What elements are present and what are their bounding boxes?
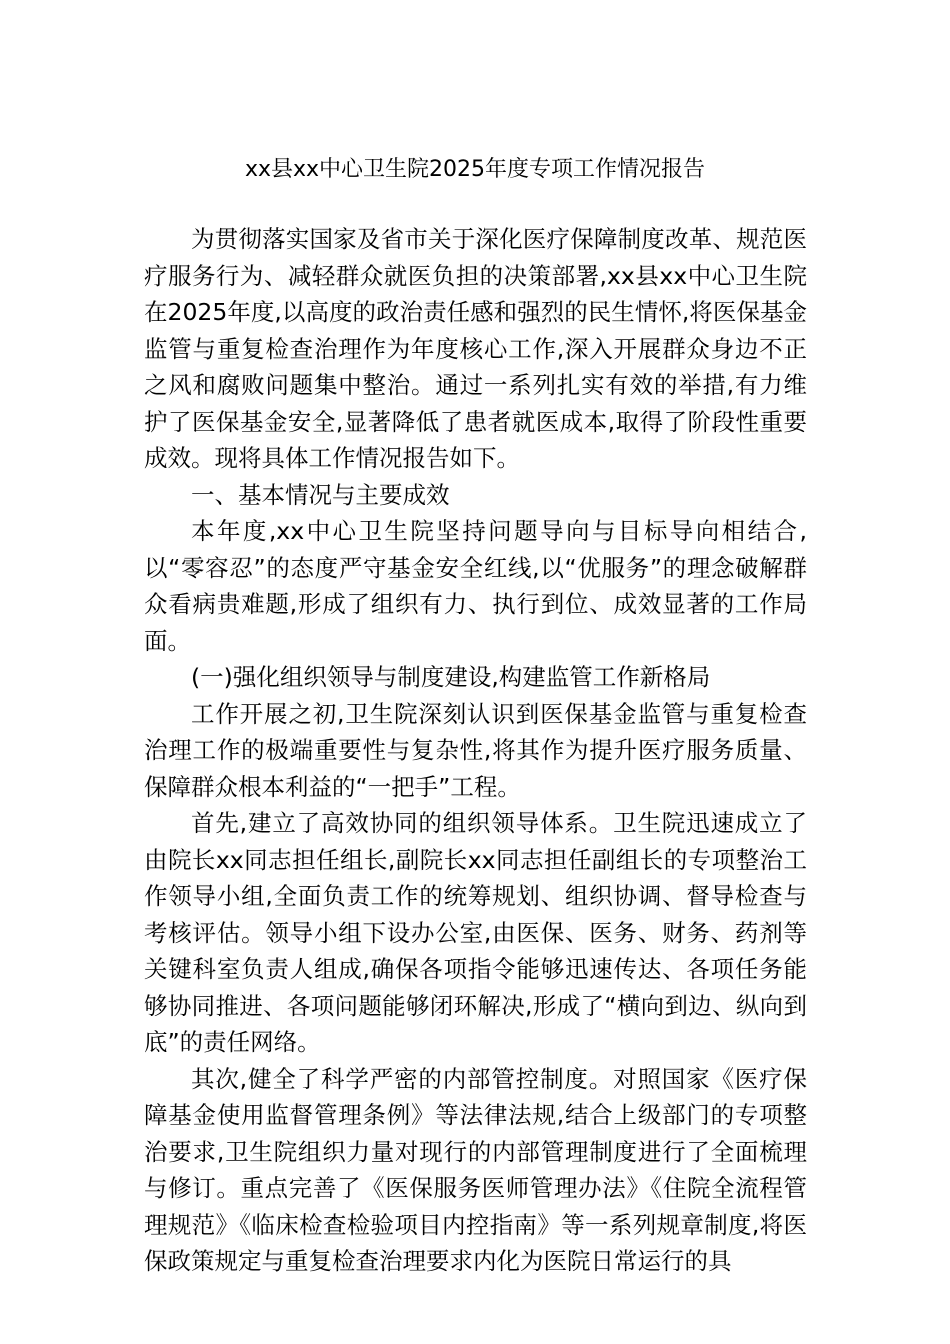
document-body [144, 221, 807, 1280]
paragraph-intro: 为贯彻落实国家及省市关于深化医疗保障制度改革、规范医疗服务行为、减轻群众就医负担的决策部署,xx县xx中心卫生院在2025年度,以高度的政治责任感和强烈的民生情怀,将医保基金监管与重复检查治理作为年度核心工作,深入开展群众身边不正之风和腐败问题集中整治。通过一系列扎实有效的举措,有力维护了医保基金安全,显著降低了患者就医成本,取得了阶段性重要成效。现将具体工作情况报告如下。 [144, 225, 807, 472]
paragraph-overview: 本年度,xx中心卫生院坚持问题导向与目标导向相结合,以“零容忍”的态度严守基金安全红线,以“优服务”的理念破解群众看病贵难题,形成了组织有力、执行到位、成效显著的工作局面。 [144, 517, 807, 655]
subsection-heading-1: (一)强化组织领导与制度建设,构建监管工作新格局 [191, 663, 711, 691]
document-title: xx县xx中心卫生院2025年度专项工作情况报告 [244, 157, 706, 182]
paragraph-second: 其次,健全了科学严密的内部管控制度。对照国家《医疗保障基金使用监督管理条例》等法律法规,结合上级部门的专项整治要求,卫生院组织力量对现行的内部管理制度进行了全面梳理与修订。重点完善了《医保服务医师管理办法》《住院全流程管理规范》《临床检查检验项目内控指南》等一系列规章制度,将医保政策规定与重复检查治理要求内化为医院日常运行的具 [144, 1064, 807, 1275]
section-heading-1: 一、基本情况与主要成效 [191, 480, 450, 509]
paragraph-start: 工作开展之初,卫生院深刻认识到医保基金监管与重复检查治理工作的极端重要性与复杂性,将其作为提升医疗服务质量、保障群众根本利益的“一把手”工程。 [144, 699, 807, 801]
paragraph-first: 首先,建立了高效协同的组织领导体系。卫生院迅速成立了由院长xx同志担任组长,副院长xx同志担任副组长的专项整治工作领导小组,全面负责工作的统筹规划、组织协调、督导检查与考核评估。领导小组下设办公室,由医保、医务、财务、药剂等关键科室负责人组成,确保各项指令能够迅速传达、各项任务能够协同推进、各项问题能够闭环解决,形成了“横向到边、纵向到底”的责任网络。 [144, 809, 807, 1056]
